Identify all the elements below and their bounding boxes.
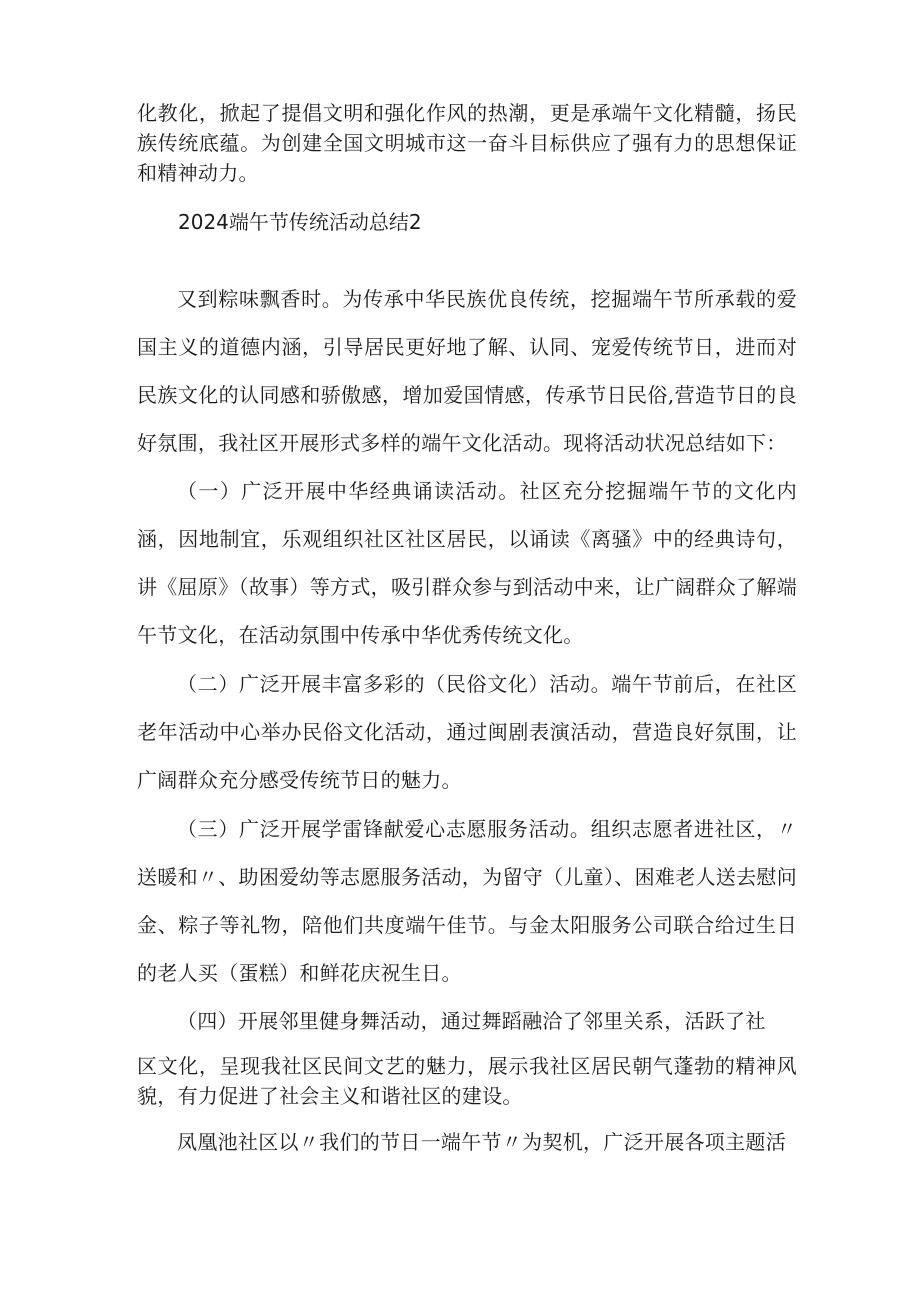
section-title: 2024端午节传统活动总结2 bbox=[178, 210, 422, 234]
paragraph-intro-continuation: 化教化，掀起了提倡文明和强化作风的热潮，更是承端午文化精髓，扬民族传统底蕴。为创建全国文明城市这一奋斗目标供应了强有力的思想保证和精神动力。 bbox=[137, 101, 797, 185]
paragraph-opening: 又到粽味飘香时。为传承中华民族优良传统，挖掘端午节所承载的爱国主义的道德内涵，引导居民更好地了解、认同、宠爱传统节日，进而对民族文化的认同感和骄傲感，增加爱国情感，传承节日民俗,营造节日的良好氛围，我社区开展形式多样的端午文化活动。现将活动状况总结如下： bbox=[137, 287, 797, 455]
paragraph-item-4-first-line: （四）开展邻里健身舞活动，通过舞蹈融洽了邻里关系，活跃了社 bbox=[177, 1009, 766, 1033]
paragraph-item-3: （三）广泛开展学雷锋献爱心志愿服务活动。组织志愿者进社区，〃送暖和〃、助困爱幼等志愿服务活动，为留守（儿童）、困难老人送去慰问金、粽子等礼物，陪他们共度端午佳节。与金太阳服务公司联合给过生日的老人买（蛋糕）和鲜花庆祝生日。 bbox=[137, 817, 797, 985]
paragraph-item-2: （二）广泛开展丰富多彩的（民俗文化）活动。端午节前后，在社区老年活动中心举办民俗文化活动，通过闽剧表演活动，营造良好氛围，让广阔群众充分感受传统节日的魅力。 bbox=[137, 672, 797, 792]
paragraph-item-1: （一）广泛开展中华经典诵读活动。社区充分挖掘端午节的文化内涵，因地制宜，乐观组织社区社区居民，以诵读《离骚》中的经典诗句，讲《屈原》（故事）等方式，吸引群众参与到活动中来，让广阔群众了解端午节文化，在活动氛围中传承中华优秀传统文化。 bbox=[137, 479, 797, 647]
paragraph-closing: 凤凰池社区以〃我们的节日一端午节〃为契机，广泛开展各项主题活 bbox=[177, 1130, 786, 1154]
paragraph-item-4-continuation: 区文化，呈现我社区民间文艺的魅力，展示我社区居民朝气蓬勃的精神风貌，有力促进了社会主义和谐社区的建设。 bbox=[137, 1054, 797, 1108]
